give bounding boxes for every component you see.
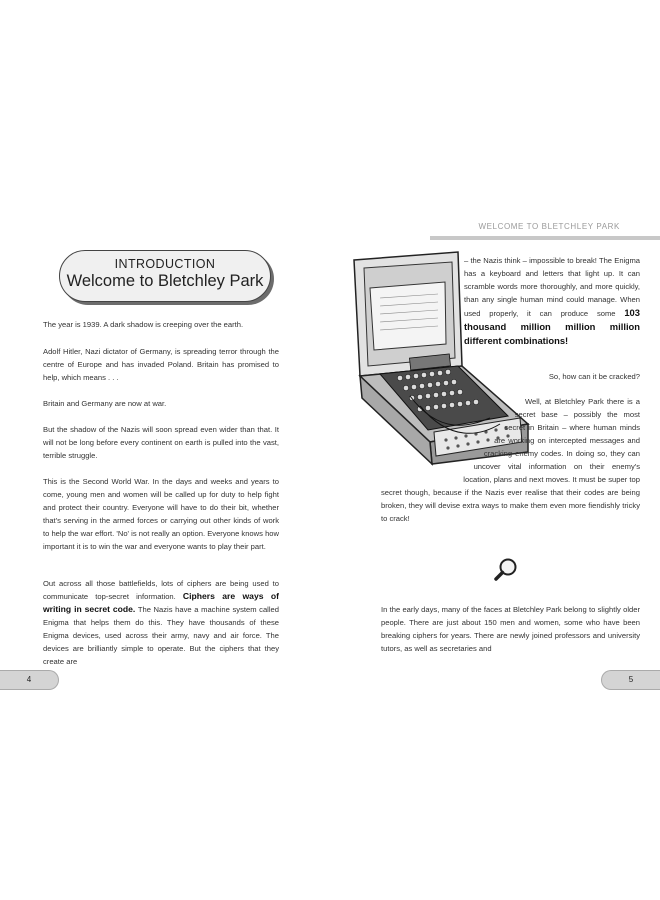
paragraph-6-start: Out across all those battlefields, lots of ciphers are being used to communicate top-secret information. [43,579,279,601]
paragraph-2: Adolf Hitler, Nazi dictator of Germany, is spreading terror through the centre of Europe and has invaded Poland. Britain has promised to help, which means . . . [43,347,279,382]
paragraph-6-end: The Nazis have a machine system called Enigma that helps them do this. They have thousands of these Enigma devices, used across their army, navy and air force. The devices are brilliantly simple to operate. But the ciphers that they create are [43,605,280,666]
paragraph-4: But the shadow of the Nazis will soon spread even wider than that. It will not be long before every continent on earth is pulled into the vast, terrible struggle. [43,425,279,460]
right-paragraph-1-text: – the Nazis think – impossible to break! The Enigma has a keyboard and letters that light up. It can scramble words more thoroughly, and more quickly, than any single human mind could manage. When used properly, it can produce some [464,256,640,318]
paragraph-1: The year is 1939. A dark shadow is creeping over the earth. [43,320,244,329]
paragraph-5: This is the Second World War. In the days and weeks and years to come, young men and women will be called up for duty to help fight and protect their country. Everyone will have to do their bit, whether that's serving in the armed forces or carrying out other kinds of work to help the war effort. 'No' is not really an option. Everyone knows how important it is to win the war and everyone wants to play their part. [43,477,279,551]
combinations-highlight: 103 thousand million million million different combinations! [464,307,640,346]
header-rule [430,236,660,240]
magnifying-glass-icon [493,557,519,583]
right-paragraph-3 [381,395,640,525]
page-number-left: 4 [0,670,59,690]
paragraph-3: Britain and Germany are now at war. [43,399,167,408]
right-paragraph-4: In the early days, many of the faces at Bletchley Park belong to slightly older people. There are just about 150 men and women, some who have been breaking ciphers for years. There are newly joined professors and university tutors, as well as secretaries and [381,605,640,653]
right-paragraph-1 [464,254,640,348]
chapter-title: Welcome to Bletchley Park [66,272,264,290]
intro-kicker: INTRODUCTION [114,257,216,271]
intro-heading-box [59,250,271,302]
right-page [330,0,660,900]
right-paragraph-3-text: Well, at Bletchley Park there is a secret base – possibly the most secret in Britain – where human minds are working on intercepted messages and cracking enemy codes. In doing so, they can uncover vital information on their enemy's location, plans and next moves. It must be super top secret though, because if the Nazis ever realise that their codes are being broken, they will devise extra ways to make them even more fiendishly tricky to crack! [381,397,640,523]
page-number-right: 5 [601,670,660,690]
paragraph-6 [43,577,279,668]
cipher-definition: Ciphers are ways of writing in secret code. [43,591,279,614]
running-header: WELCOME TO BLETCHLEY PARK [478,222,620,231]
right-paragraph-2: So, how can it be cracked? [548,372,640,381]
